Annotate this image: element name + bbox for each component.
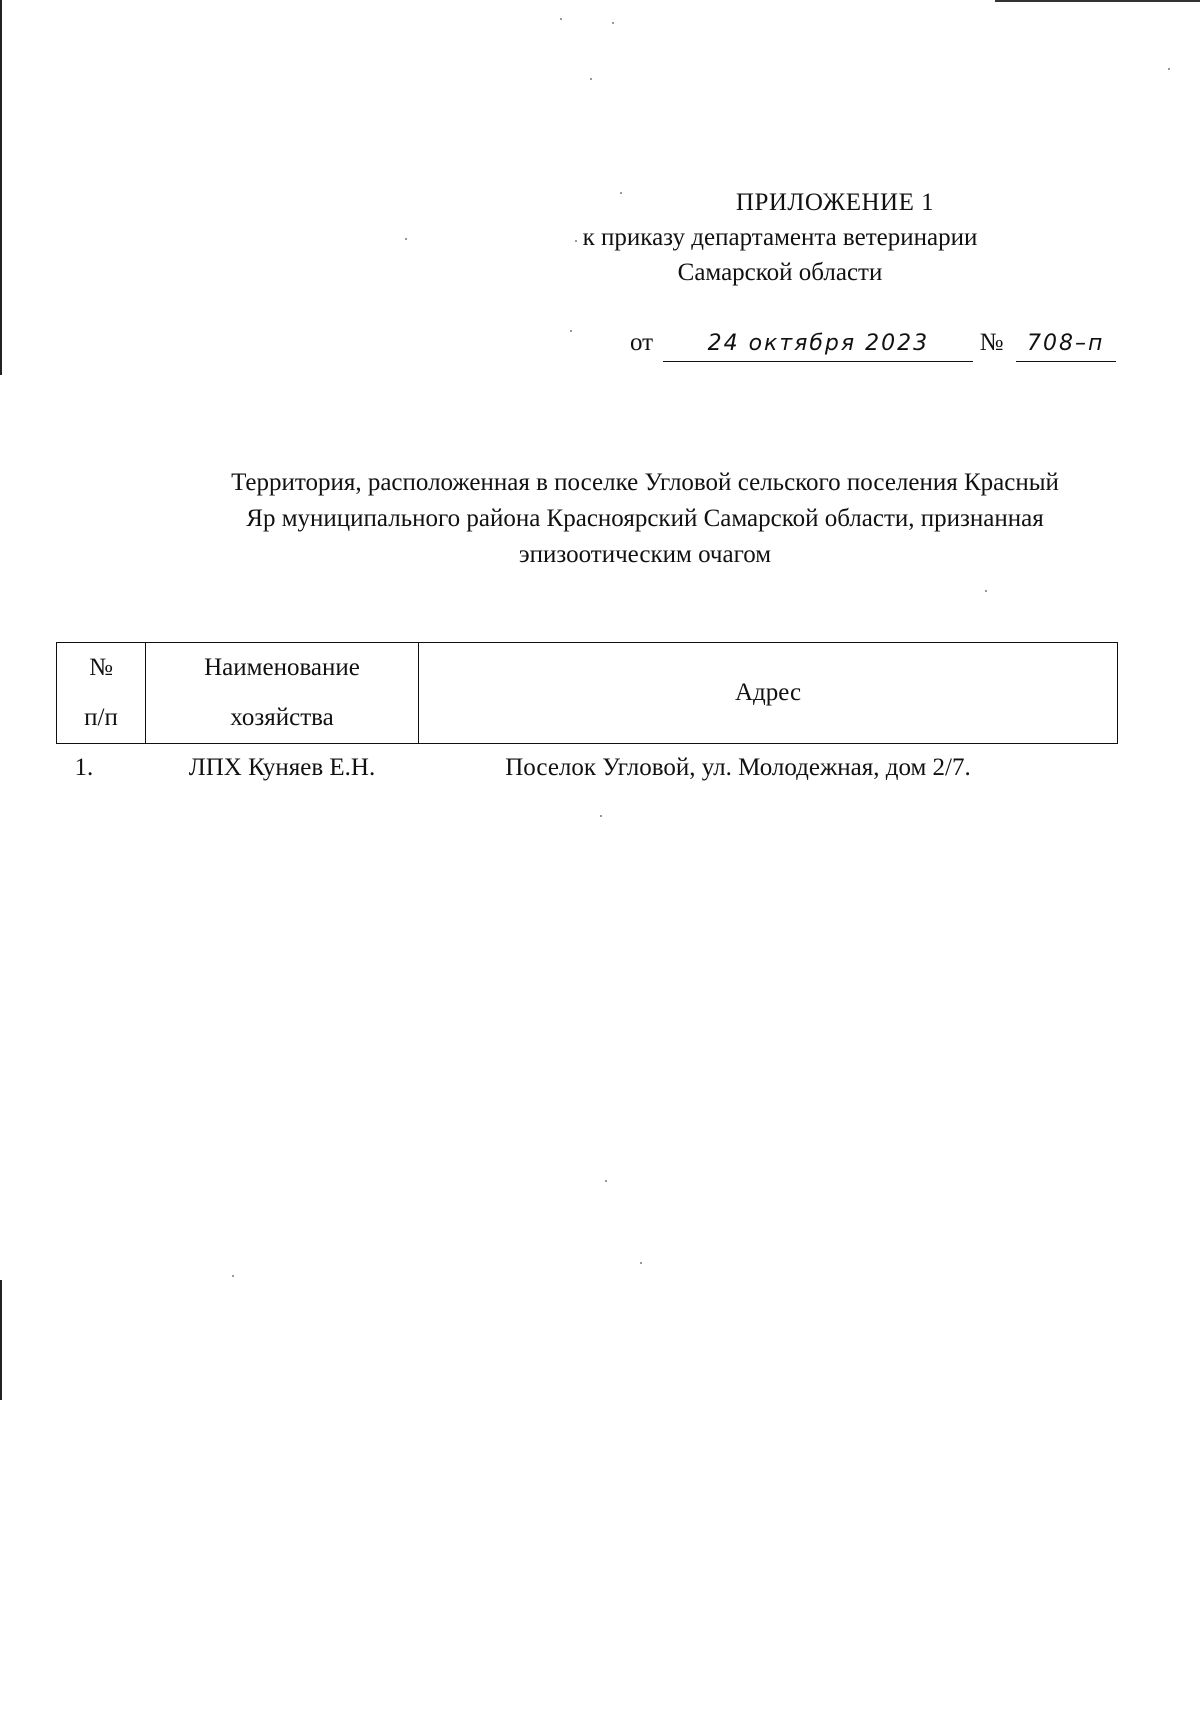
scan-speck [612, 22, 614, 24]
order-from-label: от [630, 329, 654, 356]
document-heading [150, 465, 1140, 573]
order-number-label: № [979, 329, 1004, 356]
header-number-line1: № [89, 654, 113, 681]
scan-speck [605, 1180, 607, 1182]
scan-edge-left-lower [0, 1280, 2, 1400]
appendix-order-ref: к приказу департамента ветеринарии [582, 224, 978, 251]
appendix-block [550, 185, 1010, 290]
heading-line-2: Яр муниципального района Красноярский Самарской области, признанная [246, 505, 1044, 532]
scan-speck [985, 590, 987, 592]
scan-speck [575, 240, 577, 242]
scan-speck [1168, 68, 1170, 70]
order-number-handwritten: 708–п [1016, 327, 1116, 362]
row-farm-name: ЛПХ Куняев Е.Н. [188, 754, 376, 781]
heading-line-1: Территория, расположенная в поселке Угловой сельского поселения Красный [231, 469, 1059, 496]
farms-table [56, 642, 1118, 792]
header-number-line2: п/п [84, 704, 118, 731]
scan-speck [600, 815, 602, 817]
scan-speck [640, 1262, 642, 1264]
scan-speck [560, 18, 562, 20]
scan-edge-top [995, 0, 1200, 2]
row-address: Поселок Угловой, ул. Молодежная, дом 2/7. [505, 754, 971, 781]
scan-speck [590, 78, 592, 80]
scan-edge-left [0, 0, 2, 375]
scan-speck [570, 330, 572, 332]
header-name-line1: Наименование [204, 654, 360, 681]
row-number: 1. [74, 754, 94, 781]
heading-line-3: эпизоотическим очагом [518, 541, 772, 568]
table-header-row [57, 643, 1118, 744]
table-row [57, 744, 1118, 793]
scan-speck [405, 238, 407, 240]
header-name-line2: хозяйства [230, 704, 334, 731]
header-address: Адрес [419, 643, 1118, 744]
order-date-number [630, 326, 1116, 362]
appendix-region: Самарской области [677, 259, 883, 286]
header-number [57, 643, 146, 744]
scan-speck [232, 1275, 234, 1277]
header-name [146, 643, 419, 744]
order-date-handwritten: 24 октября 2023 [663, 327, 973, 362]
scan-speck [620, 192, 622, 194]
appendix-title: ПРИЛОЖЕНИЕ 1 [735, 189, 935, 216]
